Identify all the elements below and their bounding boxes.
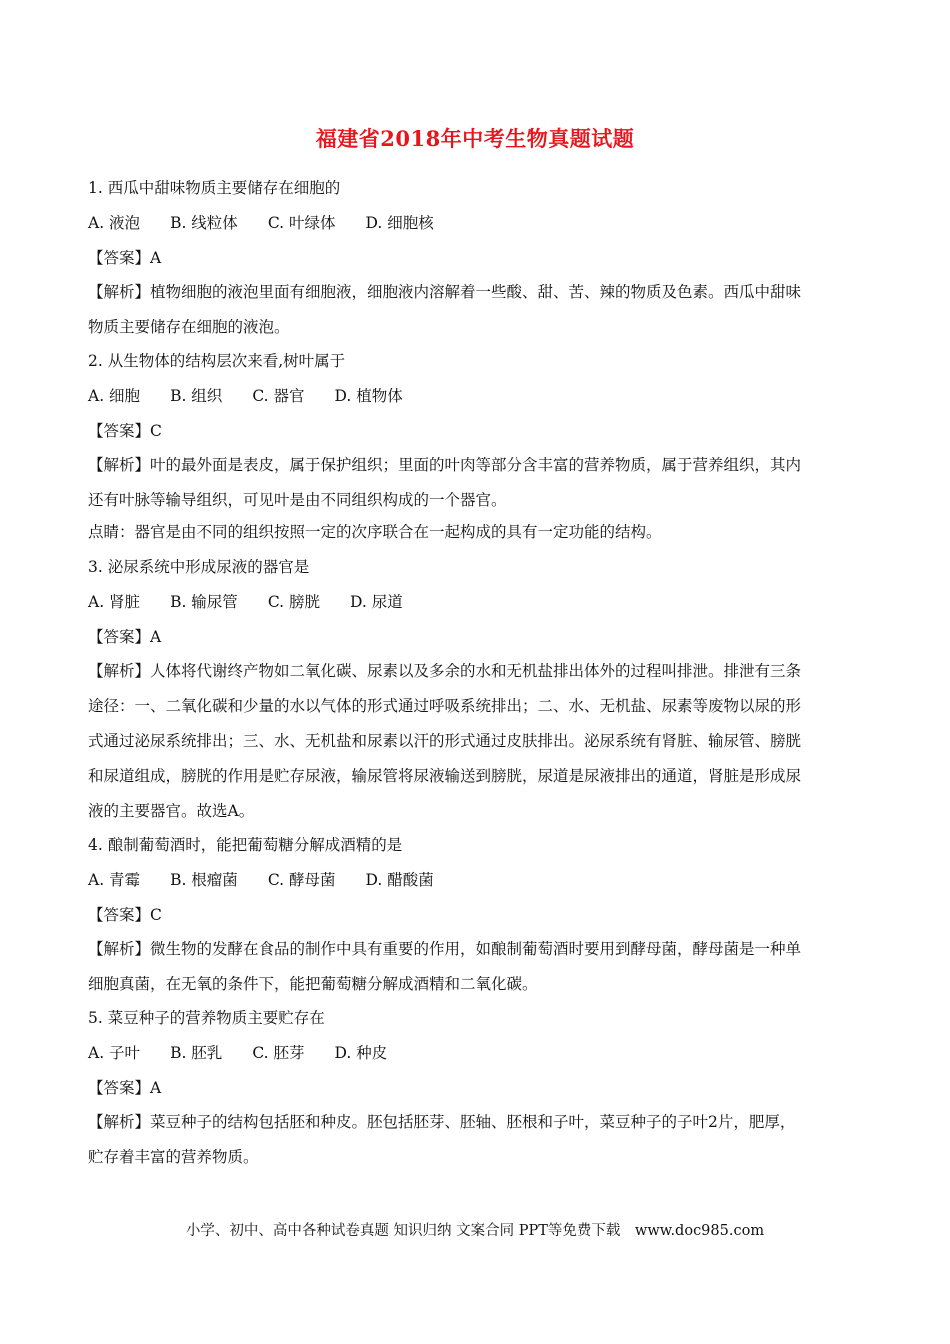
analysis-line: 【解析】微生物的发酵在食品的制作中具有重要的作用，如酿制葡萄酒时要用到酵母菌，酵母菌是一种单 — [88, 940, 802, 958]
question-stem: 5. 菜豆种子的营养物质主要贮存在 — [88, 1009, 325, 1027]
question-stem: 1. 西瓜中甜味物质主要储存在细胞的 — [88, 179, 341, 197]
option-list — [88, 1041, 868, 1065]
option-list — [88, 211, 868, 235]
analysis-line: 【解析】叶的最外面是表皮，属于保护组织；里面的叶肉等部分含丰富的营养物质，属于营养组织，其内 — [88, 456, 802, 474]
analysis-line: 物质主要储存在细胞的液泡。 — [88, 318, 290, 336]
question-4 — [88, 833, 868, 1002]
option: C. 胚芽 — [252, 1044, 305, 1062]
analysis-line: 液的主要器官。故选A。 — [88, 802, 255, 820]
analysis — [88, 1105, 868, 1175]
option-list — [88, 590, 868, 614]
option: D. 种皮 — [334, 1044, 388, 1062]
analysis-line: 【解析】菜豆种子的结构包括胚和种皮。胚包括胚芽、胚轴、胚根和子叶，菜豆种子的子叶2片，肥厚， — [88, 1113, 796, 1131]
analysis — [88, 654, 868, 829]
analysis — [88, 932, 868, 1002]
analysis-line: 【解析】植物细胞的液泡里面有细胞液，细胞液内溶解着一些酸、甜、苦、辣的物质及色素。西瓜中甜味 — [88, 283, 802, 301]
option: D. 植物体 — [334, 387, 403, 405]
analysis — [88, 448, 868, 518]
option-list — [88, 384, 868, 408]
analysis-line: 细胞真菌，在无氧的条件下，能把葡萄糖分解成酒精和二氧化碳。 — [88, 975, 538, 993]
answer: 【答案】A — [88, 628, 162, 646]
option: A. 液泡 — [88, 214, 141, 232]
question-stem: 4. 酿制葡萄酒时，能把葡萄糖分解成酒精的是 — [88, 836, 403, 854]
answer: 【答案】A — [88, 249, 162, 267]
analysis-line: 式通过泌尿系统排出；三、水、无机盐和尿素以汗的形式通过皮肤排出。泌尿系统有肾脏、输尿管、膀胱 — [88, 732, 802, 750]
answer: 【答案】C — [88, 422, 162, 440]
option: D. 细胞核 — [365, 214, 434, 232]
question-stem: 2. 从生物体的结构层次来看,树叶属于 — [88, 352, 346, 370]
document-title: 福建省2018年中考生物真题试题 — [315, 126, 635, 151]
option: C. 酵母菌 — [267, 871, 336, 889]
note: 点睛：器官是由不同的组织按照一定的次序联合在一起构成的具有一定功能的结构。 — [88, 523, 662, 541]
option: B. 根瘤菌 — [170, 871, 238, 889]
option: C. 膀胱 — [267, 593, 320, 611]
option: D. 尿道 — [349, 593, 403, 611]
option: A. 肾脏 — [88, 593, 141, 611]
question-stem: 3. 泌尿系统中形成尿液的器官是 — [88, 558, 310, 576]
answer: 【答案】A — [88, 1079, 162, 1097]
option: C. 叶绿体 — [267, 214, 336, 232]
analysis — [88, 275, 868, 345]
option: A. 子叶 — [88, 1044, 141, 1062]
page-footer: 小学、初中、高中各种试卷真题 知识归纳 文案合同 PPT等免费下载 www.doc985.com — [185, 1223, 765, 1239]
option: D. 醋酸菌 — [365, 871, 434, 889]
question-3 — [88, 555, 868, 829]
analysis-line: 贮存着丰富的营养物质。 — [88, 1148, 259, 1166]
analysis-line: 还有叶脉等输导组织，可见叶是由不同组织构成的一个器官。 — [88, 491, 507, 509]
analysis-line: 和尿道组成，膀胱的作用是贮存尿液，输尿管将尿液输送到膀胱，尿道是尿液排出的通道，肾脏是形成尿 — [88, 767, 802, 785]
answer: 【答案】C — [88, 906, 162, 924]
option: B. 线粒体 — [170, 214, 238, 232]
option: B. 胚乳 — [170, 1044, 223, 1062]
analysis-line: 【解析】人体将代谢终产物如二氧化碳、尿素以及多余的水和无机盐排出体外的过程叫排泄。排泄有三条 — [88, 662, 802, 680]
option-list — [88, 868, 868, 892]
option: B. 输尿管 — [170, 593, 238, 611]
analysis-line: 途径：一、二氧化碳和少量的水以气体的形式通过呼吸系统排出；二、水、无机盐、尿素等废物以尿的形 — [88, 697, 802, 715]
question-5 — [88, 1006, 868, 1175]
question-2 — [88, 349, 868, 544]
option: B. 组织 — [170, 387, 223, 405]
option: C. 器官 — [252, 387, 305, 405]
question-list — [88, 176, 868, 1175]
option: A. 细胞 — [88, 387, 141, 405]
question-1 — [88, 176, 868, 345]
option: A. 青霉 — [88, 871, 141, 889]
